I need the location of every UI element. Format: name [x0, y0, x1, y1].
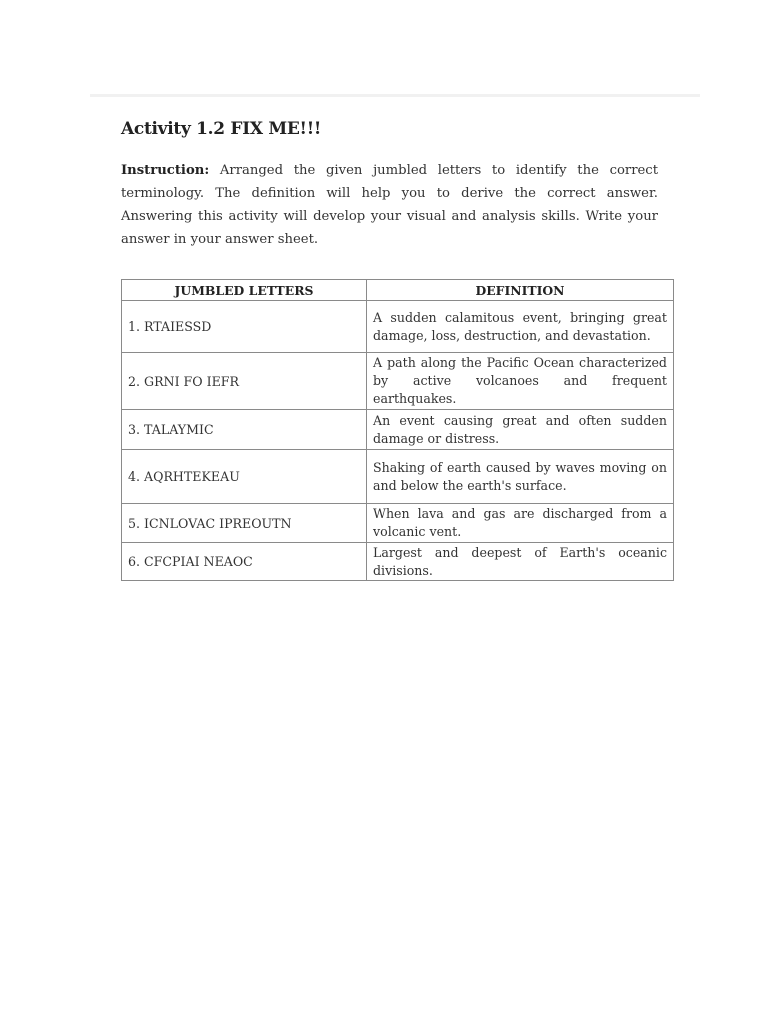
- definition-text: A path along the Pacific Ocean characterized by active volcanoes and frequent earthquakes.: [367, 353, 674, 410]
- definition-text: When lava and gas are discharged from a volcanic vent.: [367, 504, 674, 543]
- jumbled-letters-table: [121, 279, 674, 581]
- jumbled-word: 1. RTAIESSD: [122, 301, 367, 353]
- jumbled-word: 4. AQRHTEKEAU: [122, 450, 367, 504]
- header-definition: DEFINITION: [367, 280, 674, 301]
- instruction-text: Arranged the given jumbled letters to identify the correct terminology. The definition will help you to derive the correct answer. Answering this activity will develop your visual and analysis skills. Write your answer in your answer sheet.: [121, 163, 658, 247]
- jumbled-word: 5. ICNLOVAC IPREOUTN: [122, 504, 367, 543]
- table-row: [122, 504, 674, 543]
- header-jumbled-letters: JUMBLED LETTERS: [122, 280, 367, 301]
- definition-text: Largest and deepest of Earth's oceanic divisions.: [367, 543, 674, 581]
- jumbled-word: 2. GRNI FO IEFR: [122, 353, 367, 410]
- instruction-label: Instruction:: [121, 163, 210, 178]
- table-row: [122, 543, 674, 581]
- table-header-row: [122, 280, 674, 301]
- definition-text: A sudden calamitous event, bringing great damage, loss, destruction, and devastation.: [367, 301, 674, 353]
- table-row: [122, 410, 674, 450]
- jumbled-word: 3. TALAYMIC: [122, 410, 367, 450]
- activity-title: Activity 1.2 FIX ME!!!: [121, 119, 322, 139]
- instruction-paragraph: [121, 159, 658, 251]
- definition-text: An event causing great and often sudden damage or distress.: [367, 410, 674, 450]
- page-top-divider: [90, 94, 700, 97]
- definition-text: Shaking of earth caused by waves moving on and below the earth's surface.: [367, 450, 674, 504]
- table-row: [122, 301, 674, 353]
- jumbled-word: 6. CFCPIAI NEAOC: [122, 543, 367, 581]
- table-row: [122, 353, 674, 410]
- table-row: [122, 450, 674, 504]
